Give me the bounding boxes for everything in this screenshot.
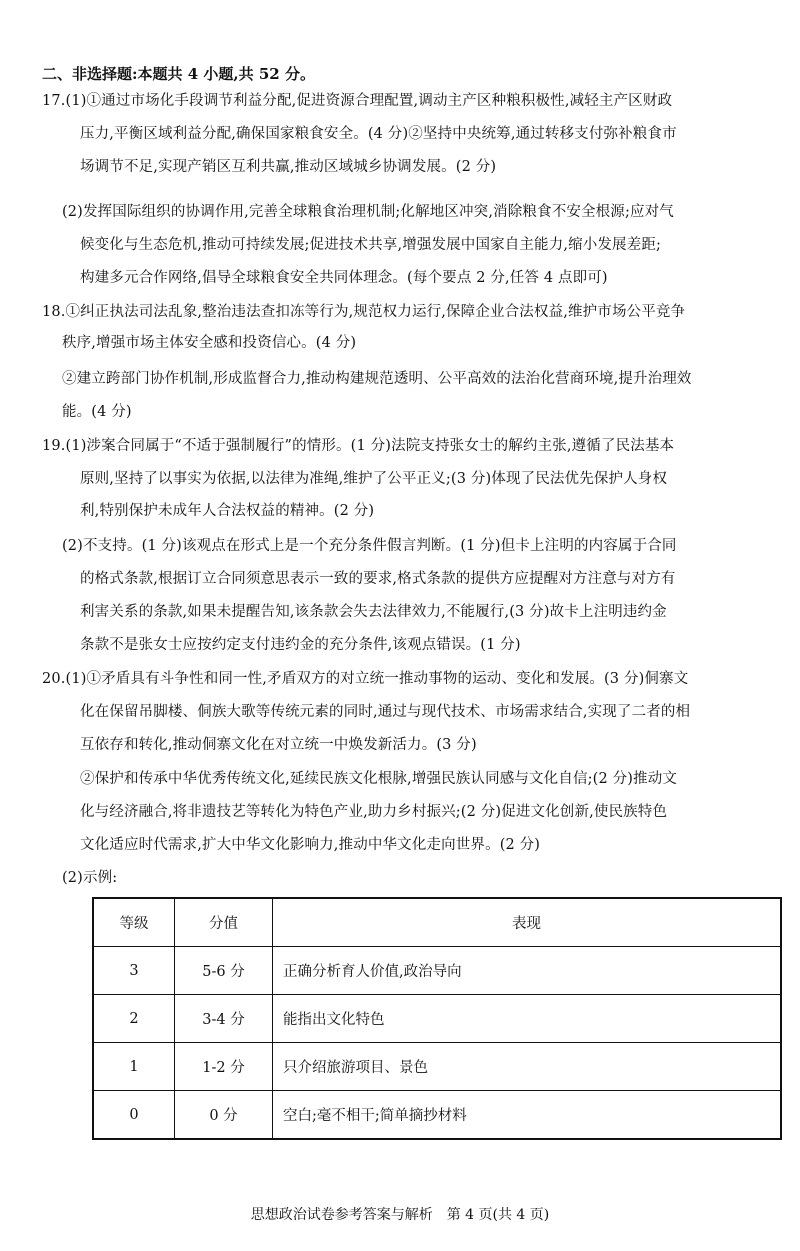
q17-2-line-3: 构建多元合作网络,倡导全球粮食安全共同体理念。(每个要点 2 分,任答 4 点即可) (80, 270, 608, 286)
q20-2-line-1: (2)示例: (62, 870, 118, 886)
cell-level: 1 (93, 1043, 175, 1091)
section-title: 二、非选择题:本题共 4 小题,共 52 分。 (42, 65, 315, 83)
cell-score: 5-6 分 (175, 947, 273, 995)
q18-line-4: 能。(4 分) (62, 404, 132, 420)
cell-level: 0 (93, 1091, 175, 1140)
q18-line-3: ②建立跨部门协作机制,形成监督合力,推动构建规范透明、公平高效的法治化营商环境,提升治理效 (62, 371, 692, 387)
table-header-row (93, 898, 781, 947)
q19-line-1: 19.(1)涉案合同属于“不适于强制履行”的情形。(1 分)法院支持张女士的解约主张,遵循了民法基本 (42, 438, 675, 454)
q17-2-line-1: (2)发挥国际组织的协调作用,完善全球粮食治理机制;化解地区冲突,消除粮食不安全根源;应对气 (62, 204, 674, 220)
table-row (93, 1091, 781, 1140)
q20-line-6: 文化适应时代需求,扩大中华文化影响力,推动中华文化走向世界。(2 分) (80, 837, 541, 853)
header-level: 等级 (93, 898, 175, 947)
q20-line-4: ②保护和传承中华优秀传统文化,延续民族文化根脉,增强民族认同感与文化自信;(2 分)推动文 (80, 771, 677, 787)
cell-performance: 只介绍旅游项目、景色 (273, 1043, 782, 1091)
q20-line-5: 化与经济融合,将非遗技艺等转化为特色产业,助力乡村振兴;(2 分)促进文化创新,使民族特色 (80, 804, 668, 820)
page-footer: 思想政治试卷参考答案与解析 第 4 页(共 4 页) (250, 1207, 550, 1223)
header-performance: 表现 (273, 898, 782, 947)
q17-line-1: 17.(1)①通过市场化手段调节利益分配,促进资源合理配置,调动主产区种粮积极性,减轻主产区财政 (42, 93, 673, 109)
grading-table (92, 897, 782, 1140)
table-row (93, 947, 781, 995)
q18-line-1: 18.①纠正执法司法乱象,整治违法查扣冻等行为,规范权力运行,保障企业合法权益,维护市场公平竞争 (42, 304, 686, 320)
cell-performance: 空白;毫不相干;简单摘抄材料 (273, 1091, 782, 1140)
q19-2-line-1: (2)不支持。(1 分)该观点在形式上是一个充分条件假言判断。(1 分)但卡上注明的内容属于合同 (62, 538, 677, 554)
cell-score: 1-2 分 (175, 1043, 273, 1091)
cell-level: 3 (93, 947, 175, 995)
q19-2-line-4: 条款不是张女士应按约定支付违约金的充分条件,该观点错误。(1 分) (80, 637, 521, 653)
q20-line-2: 化在保留吊脚楼、侗族大歌等传统元素的同时,通过与现代技术、市场需求结合,实现了二者的相 (80, 704, 691, 720)
cell-performance: 能指出文化特色 (273, 995, 782, 1043)
q20-line-3: 互依存和转化,推动侗寨文化在对立统一中焕发新活力。(3 分) (80, 737, 477, 753)
table-row (93, 1043, 781, 1091)
q17-line-2: 压力,平衡区域利益分配,确保国家粮食安全。(4 分)②坚持中央统筹,通过转移支付弥补粮食市 (80, 126, 677, 142)
cell-score: 0 分 (175, 1091, 273, 1140)
q17-2-line-2: 候变化与生态危机,推动可持续发展;促进技术共享,增强发展中国家自主能力,缩小发展差距; (80, 237, 662, 253)
cell-score: 3-4 分 (175, 995, 273, 1043)
header-score: 分值 (175, 898, 273, 947)
q19-line-3: 利,特别保护未成年人合法权益的精神。(2 分) (80, 503, 375, 519)
table-row (93, 995, 781, 1043)
q19-2-line-2: 的格式条款,根据订立合同须意思表示一致的要求,格式条款的提供方应提醒对方注意与对方有 (80, 571, 676, 587)
cell-performance: 正确分析育人价值,政治导向 (273, 947, 782, 995)
q17-line-3: 场调节不足,实现产销区互利共赢,推动区域城乡协调发展。(2 分) (80, 159, 497, 175)
q18-line-2: 秩序,增强市场主体安全感和投资信心。(4 分) (62, 335, 357, 351)
cell-level: 2 (93, 995, 175, 1043)
q20-line-1: 20.(1)①矛盾具有斗争性和同一性,矛盾双方的对立统一推动事物的运动、变化和发展。(3 分)侗寨文 (42, 671, 689, 687)
q19-line-2: 原则,坚持了以事实为依据,以法律为准绳,维护了公平正义;(3 分)体现了民法优先保护人身权 (80, 471, 668, 487)
q19-2-line-3: 利害关系的条款,如果未提醒告知,该条款会失去法律效力,不能履行,(3 分)故卡上注明违约金 (80, 604, 667, 620)
